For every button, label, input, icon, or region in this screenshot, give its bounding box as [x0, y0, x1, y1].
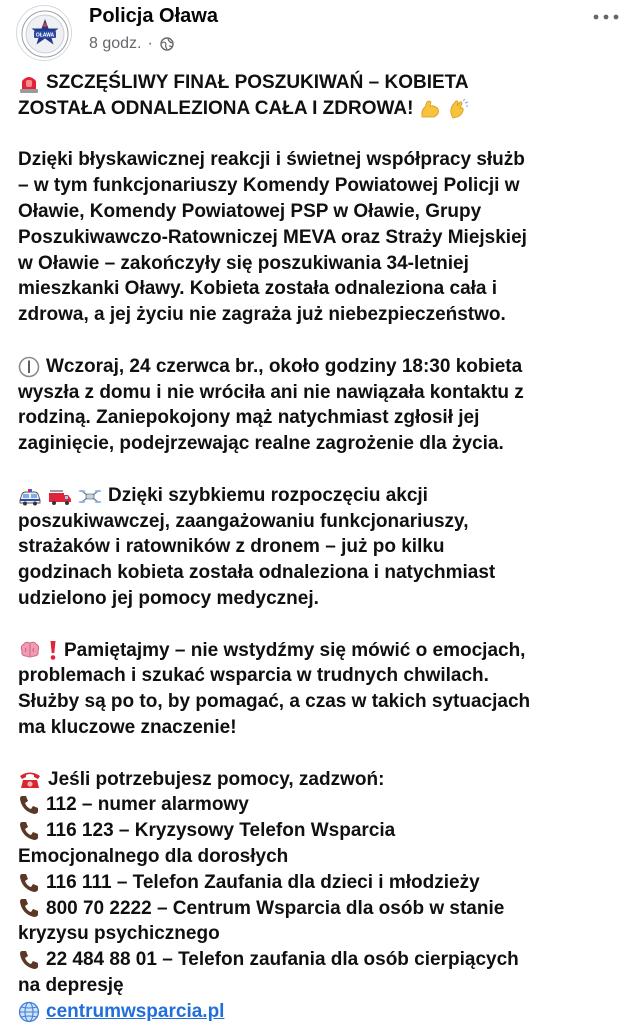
exclamation-icon	[48, 639, 58, 661]
paragraph-text: zdrowa, a jej życiu nie zagraża już niebezpieczeństwo.	[18, 304, 506, 326]
globe-icon[interactable]	[160, 37, 174, 51]
paragraph-text: godzinach kobieta została odnaleziona i natychmiast	[18, 562, 496, 584]
paragraph-text: Dzięki błyskawicznej reakcji i świetnej współpracy służb	[18, 149, 525, 171]
fire-engine-icon	[48, 485, 72, 507]
paragraph-text: – w tym funkcjonariuszy Komendy Powiatowej Policji w	[18, 175, 520, 197]
help-line	[18, 870, 621, 896]
paragraph-text: zaginięcie, podejrzewając realne zagrożenie dla życia.	[18, 433, 504, 455]
drone-icon	[78, 485, 102, 507]
meta-separator: ·	[147, 35, 153, 52]
paragraph-line	[18, 586, 621, 612]
post-title-text: ZOSTAŁA ODNALEZIONA CAŁA I ZDROWA!	[18, 97, 414, 119]
help-number-text: 22 484 88 01 – Telefon zaufania dla osób cierpiących	[46, 949, 519, 971]
phone-receiver-icon	[18, 820, 40, 842]
support-website-link[interactable]: centrumwsparcia.pl	[46, 1000, 225, 1022]
help-line	[18, 973, 621, 999]
paragraph-line	[18, 689, 621, 715]
globe-link-icon	[18, 1001, 40, 1023]
help-line	[18, 896, 621, 922]
post-header	[0, 0, 635, 66]
paragraph-line	[18, 380, 621, 406]
help-line	[18, 921, 621, 947]
paragraph-line	[18, 431, 621, 457]
paragraph-line	[18, 199, 621, 225]
paragraph-text: problemach i szukać wsparcia w trudnych chwilach.	[18, 665, 489, 687]
flexed-biceps-icon	[419, 98, 441, 120]
paragraph-gap	[18, 122, 621, 148]
paragraph-text: Pamiętajmy – nie wstydźmy się mówić o emocjach,	[64, 639, 526, 661]
post-meta	[89, 35, 174, 53]
paragraph-line	[18, 302, 621, 328]
post-text	[18, 70, 621, 1024]
paragraph-line	[18, 251, 621, 277]
help-number-text: kryzysu psychicznego	[18, 923, 220, 945]
post-title-text: SZCZĘŚLIWY FINAŁ POSZUKIWAŃ – KOBIETA	[46, 72, 469, 93]
paragraph-line	[18, 276, 621, 302]
paragraph-line	[18, 483, 621, 509]
paragraph-line	[18, 509, 621, 535]
page-avatar[interactable]	[16, 5, 72, 61]
paragraph-line	[18, 663, 621, 689]
paragraph-text: poszukiwawczej, zaangażowaniu funkcjonariuszy,	[18, 510, 469, 532]
help-number-text: 800 70 2222 – Centrum Wsparcia dla osób w stanie	[46, 897, 505, 919]
paragraph-gap	[18, 741, 621, 767]
paragraph-text: rodziną. Zaniepokojony mąż natychmiast zgłosił jej	[18, 407, 480, 429]
paragraph-line	[18, 405, 621, 431]
page-name[interactable]: Policja Oława	[89, 5, 218, 27]
help-line	[18, 947, 621, 973]
post-title-line	[18, 96, 621, 122]
help-line	[18, 792, 621, 818]
paragraph-text: strażaków i ratowników z dronem – już po kilku	[18, 536, 445, 558]
phone-receiver-icon	[18, 872, 40, 894]
paragraph-text: udzielono jej pomocy medycznej.	[18, 587, 319, 609]
help-number-text: na depresję	[18, 974, 124, 996]
paragraph-line	[18, 534, 621, 560]
paragraph-text: wyszła z domu i nie wróciła ani nie nawiązała kontaktu z	[18, 381, 524, 403]
help-number-text: 116 123 – Kryzysowy Telefon Wsparcia	[46, 820, 396, 842]
paragraph-line	[18, 560, 621, 586]
paragraph-gap	[18, 612, 621, 638]
paragraph-line	[18, 715, 621, 741]
more-dots-icon	[593, 14, 619, 20]
help-line	[18, 844, 621, 870]
siren-icon	[18, 72, 40, 94]
help-number-text: 116 111 – Telefon Zaufania dla dzieci i młodzieży	[46, 871, 480, 893]
clock-icon	[18, 356, 40, 378]
paragraph-text: w Oławie – zakończyły się poszukiwania 34-letniej	[18, 252, 469, 274]
post-title-line	[18, 70, 621, 96]
paragraph-text: Wczoraj, 24 czerwca br., około godziny 18:30 kobieta	[46, 355, 523, 377]
paragraph-text: Dzięki szybkiemu rozpoczęciu akcji	[108, 484, 428, 506]
post-timestamp[interactable]: 8 godz.	[89, 35, 142, 52]
paragraph-text: Służby są po to, by pomagać, a czas w takich sytuacjach	[18, 691, 531, 713]
paragraph-text: Poszukiwawczo-Ratowniczej MEVA oraz Straży Miejskiej	[18, 226, 527, 248]
phone-receiver-icon	[18, 794, 40, 816]
help-heading-line	[18, 767, 621, 793]
police-car-icon	[18, 485, 42, 507]
paragraph-line	[18, 225, 621, 251]
help-heading-text: Jeśli potrzebujesz pomocy, zadzwoń:	[48, 768, 385, 790]
help-number-text: 112 – numer alarmowy	[46, 794, 249, 816]
police-badge-logo	[17, 6, 72, 61]
svg-text:OŁAWA: OŁAWA	[35, 32, 55, 39]
brain-icon	[18, 639, 42, 661]
phone-receiver-icon	[18, 949, 40, 971]
help-line	[18, 818, 621, 844]
help-number-text: Emocjonalnego dla dorosłych	[18, 845, 289, 867]
paragraph-gap	[18, 457, 621, 483]
phone-receiver-icon	[18, 897, 40, 919]
clapping-hands-icon	[447, 98, 469, 120]
paragraph-text: mieszkanki Oławy. Kobieta została odnaleziona cała i	[18, 278, 498, 300]
paragraph-line	[18, 638, 621, 664]
telephone-icon	[18, 768, 42, 790]
paragraph-line	[18, 354, 621, 380]
paragraph-line	[18, 173, 621, 199]
paragraph-text: Oławie, Komendy Powiatowej PSP w Oławie, Grupy	[18, 200, 482, 222]
more-options-button[interactable]	[589, 6, 623, 28]
paragraph-gap	[18, 328, 621, 354]
help-link-line	[18, 999, 621, 1024]
paragraph-text: ma kluczowe znaczenie!	[18, 716, 237, 738]
paragraph-line	[18, 147, 621, 173]
